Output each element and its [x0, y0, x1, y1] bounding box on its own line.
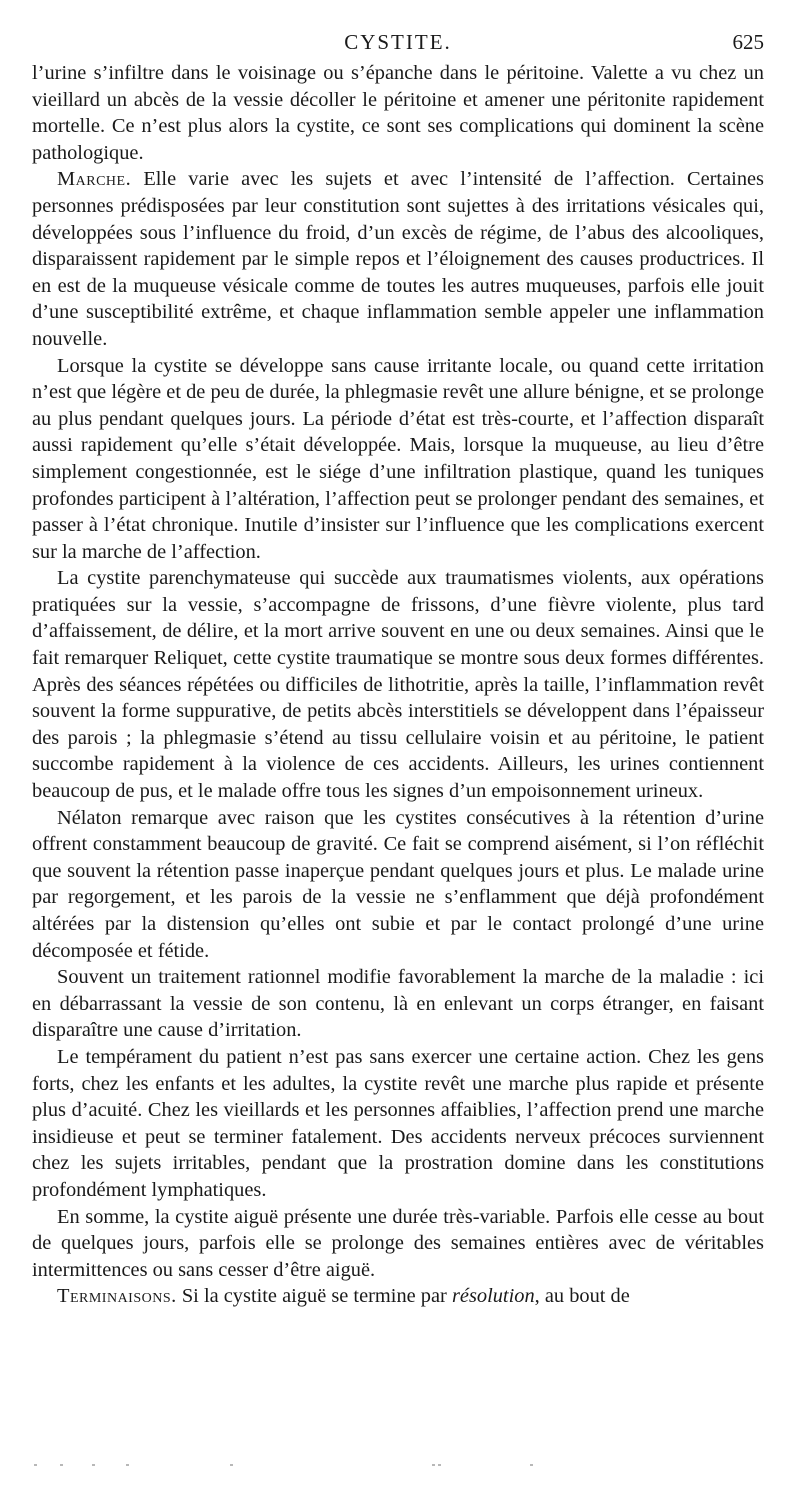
scan-speck: [60, 1464, 63, 1466]
paragraph: [32, 964, 764, 1044]
scan-specks: [30, 1462, 770, 1470]
paragraph-text: Lorsque la cystite se développe sans cause irritante locale, ou quand cette irritation n’est que légère et de peu de durée, la phlegmasie revêt une allure bénigne, et se prolonge au plus pendant quelques jours. La période d’état est très-courte, et l’affection disparaît aussi rapidement qu’elle s’était développée. Mais, lorsque la muqueuse, au lieu d’être simplement congestionnée, est le siége d’une infiltration plastique, quand les tuniques profondes participent à l’altération, l’affection peut se prolonger pendant des semaines, et passer à l’état chronique. Inutile d’insister sur l’influence que les complications exercent sur la marche de l’affection.: [32, 354, 764, 563]
scan-speck: [126, 1464, 129, 1466]
running-head: [32, 30, 764, 56]
page-number: 625: [732, 30, 764, 54]
paragraph-marche: [32, 166, 764, 352]
section-heading-terminaisons: Terminaisons.: [57, 1285, 177, 1308]
paragraph-terminaisons: [32, 1283, 764, 1310]
paragraph-continuation: [32, 60, 764, 166]
scan-speck: [530, 1464, 533, 1466]
paragraph-text: Elle varie avec les sujets et avec l’intensité de l’affection. Certaines personnes prédisposées par leur constitution sont sujettes à des irritations vésicales qui, développées sous l’influence du froid, d’un excès de régime, de l’abus des alcooliques, disparaissent rapidement par le simple repos et l’éloignement des causes productrices. Il en est de la muqueuse vésicale comme de toutes les autres muqueuses, parfois elle jouit d’une susceptibilité extrême, et chaque inflammation semble appeler une inflammation nouvelle.: [32, 168, 764, 350]
scan-speck: [34, 1464, 37, 1466]
emphasis-text: résolution: [451, 1285, 535, 1308]
paragraph-text: En somme, la cystite aiguë présente une durée très-variable. Parfois elle cesse au bout de quelques jours, parfois elle se prolonge des semaines entières avec de véritables intermittences ou sans cesser d’être aiguë.: [32, 1205, 764, 1281]
paragraph-text: Le tempérament du patient n’est pas sans exercer une certaine action. Chez les gens forts, chez les enfants et les adultes, la cystite revêt une marche plus rapide et présente plus d’acuité. Chez les vieillards et les personnes affaiblies, l’affection prend une marche insidieuse et peut se terminer fatalement. Des accidents nerveux précoces surviennent chez les sujets irritables, pendant que la prostration domine dans les constitutions profondément lymphatiques.: [32, 1045, 764, 1201]
paragraph-text: Nélaton remarque avec raison que les cystites consécutives à la rétention d’urine offrent constamment beaucoup de gravité. Ce fait se comprend aisément, si l’on réfléchit que souvent la rétention passe inaperçue pendant quelques jours et plus. Le malade urine par regorgement, et les parois de la vessie ne s’enflamment que déjà profondément altérées par la distension qu’elles ont subie et par le contact prolongé d’une urine décomposée et fétide.: [32, 806, 764, 962]
paragraph-text: l’urine s’infiltre dans le voisinage ou s’épanche dans le péritoine. Valette a vu chez un vieillard un abcès de la vessie décoller le péritoine et amener une péritonite rapidement mortelle. Ce n’est plus alors la cystite, ce sont ses complications qui dominent la scène pathologique.: [32, 62, 764, 164]
scan-speck: [92, 1464, 95, 1466]
paragraph: [32, 1044, 764, 1204]
paragraph-text: La cystite parenchymateuse qui succède aux traumatismes violents, aux opérations pratiquées sur la vessie, s’accompagne de frissons, d’une fièvre violente, plus tard d’affaissement, de délire, et la mort arrive souvent en une ou deux semaines. Ainsi que le fait remarquer Reliquet, cette cystite traumatique se montre sous deux formes différentes. Après des séances répétées ou difficiles de lithotritie, après la taille, l’inflammation revêt souvent la forme suppurative, de petits abcès interstitiels se développent dans l’épaisseur des parois ; la phlegmasie s’étend au tissu cellulaire voisin et au péritoine, le patient succombe rapidement à la violence de ces accidents. Ailleurs, les urines contiennent beaucoup de pus, et le malade offre tous les signes d’un empoisonnement urineux.: [32, 567, 764, 803]
section-heading-marche: Marche.: [57, 168, 132, 191]
scan-speck: [432, 1464, 435, 1466]
paragraph-text: Souvent un traitement rationnel modifie favorablement la marche de la maladie : ici en débarrassant la vessie de son contenu, là en enlevant un corps étranger, en faisant disparaître une cause d’irritation.: [32, 966, 764, 1042]
scan-speck: [438, 1464, 441, 1466]
paragraph: [32, 1204, 764, 1284]
body-text: [32, 60, 764, 1310]
running-title: CYSTITE.: [344, 30, 452, 54]
paragraph: [32, 353, 764, 566]
paragraph: [32, 805, 764, 965]
paragraph: [32, 565, 764, 804]
scan-speck: [230, 1464, 233, 1466]
paragraph-text: , au bout de: [534, 1285, 630, 1308]
paragraph-text: Si la cystite aiguë se termine par: [181, 1285, 447, 1308]
